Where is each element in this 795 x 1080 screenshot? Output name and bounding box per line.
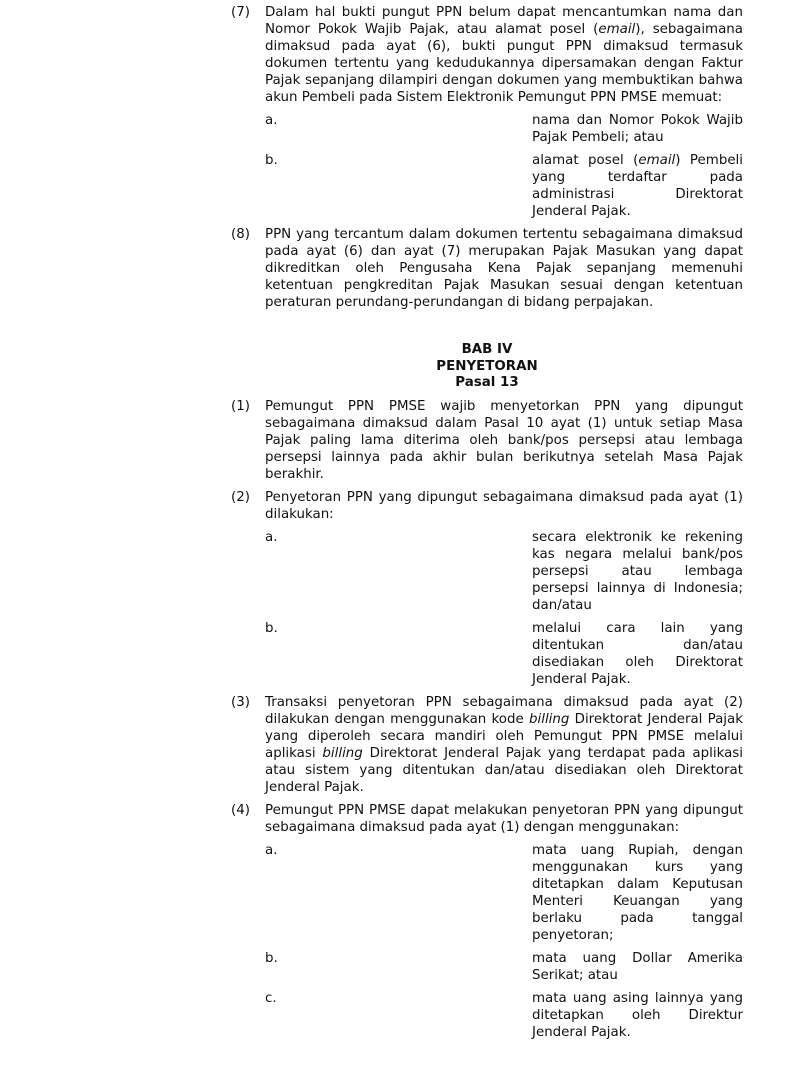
italic-term: email xyxy=(638,153,676,168)
italic-term: email xyxy=(598,22,636,37)
sub-item-letter: a. xyxy=(265,113,278,128)
text-segment: Dalam hal bukti pungut PPN belum dapat mencantumkan nama dan Nomor Pokok Wajib Pajak, atau alamat posel ( xyxy=(265,5,743,37)
ayat-text xyxy=(265,694,743,796)
ayat-body xyxy=(265,489,743,688)
sub-item-letter: a. xyxy=(265,529,278,545)
sub-item-text xyxy=(532,950,743,984)
sub-item-letter: c. xyxy=(265,990,277,1006)
italic-term: billing xyxy=(529,711,570,727)
sub-item-text xyxy=(532,842,743,944)
text-segment: melalui cara lain yang ditentukan dan/atau disediakan oleh Direktorat Jenderal Pajak. xyxy=(532,620,743,687)
text-segment: ), sebagaimana dimaksud pada ayat (6), bukti pungut PPN dimaksud termasuk dokumen tertentu yang kedudukannya dipersamakan dengan Faktur Pajak sepanjang dilampiri dengan dokumen yang membuktikan bahwa akun Pembeli pada Sistem Elektronik Pemungut PPN PMSE memuat: xyxy=(265,22,743,105)
text-segment: PPN yang tercantum dalam dokumen tertentu sebagaimana dimaksud pada ayat (6) dan ayat (7) merupakan Pajak Masukan yang dapat dikreditkan oleh Pengusaha Kena Pajak sepanjang memenuhi ketentuan pengkreditan Pajak Masukan sesuai dengan ketentuan peraturan perundang-perundangan di bidang perpajakan. xyxy=(265,227,743,310)
text-segment: ) Pembeli yang terdaftar pada administrasi Direktorat Jenderal Pajak. xyxy=(532,153,743,219)
sub-item-letter: b. xyxy=(265,950,278,966)
text-segment: Transaksi penyetoran PPN sebagaimana dimaksud pada ayat (2) dilakukan dengan menggunakan kode xyxy=(265,694,743,727)
sub-item xyxy=(265,529,743,614)
chapter-heading xyxy=(231,342,743,392)
text-segment: mata uang asing lainnya yang ditetapkan oleh Direktur Jenderal Pajak. xyxy=(532,990,743,1040)
text-segment: Penyetoran PPN yang dipungut sebagaimana dimaksud pada ayat (1) dilakukan: xyxy=(265,489,743,522)
text-segment: Direktorat Jenderal Pajak yang diperoleh secara mandiri oleh Pemungut PPN PMSE melalui aplikasi xyxy=(265,711,743,761)
sub-item xyxy=(265,950,743,984)
ayat-paragraph xyxy=(231,398,743,483)
ayat-paragraph xyxy=(231,802,743,1041)
ayat-number: (8) xyxy=(231,227,250,242)
sub-item-text xyxy=(532,529,743,614)
text-segment: Pemungut PPN PMSE dapat melakukan penyetoran PPN yang dipungut sebagaimana dimaksud pada ayat (1) dengan menggunakan: xyxy=(265,802,743,835)
heading-line: PENYETORAN xyxy=(436,358,538,374)
ayat-paragraph xyxy=(231,694,743,796)
ayat-number: (2) xyxy=(231,489,250,505)
ayat-number: (1) xyxy=(231,398,250,414)
ayat-body xyxy=(265,694,743,796)
ayat-number: (3) xyxy=(231,694,250,710)
sub-item-letter: b. xyxy=(265,620,278,636)
ayat-number: (7) xyxy=(231,5,250,20)
sub-item-text xyxy=(532,990,743,1041)
sub-item xyxy=(265,152,743,220)
text-segment: secara elektronik ke rekening kas negara melalui bank/pos persepsi atau lembaga persepsi lainnya di Indonesia; dan/atau xyxy=(532,529,743,613)
ayat-body xyxy=(265,398,743,483)
ayat-body xyxy=(265,226,743,311)
ayat-paragraph xyxy=(231,226,743,311)
text-segment: mata uang Rupiah, dengan menggunakan kurs yang ditetapkan dalam Keputusan Menteri Keuangan yang berlaku pada tanggal penyetoran; xyxy=(532,842,743,943)
ayat-paragraph xyxy=(231,4,743,220)
sub-item-letter: a. xyxy=(265,842,278,858)
ayat-text xyxy=(265,489,743,523)
ayat-text xyxy=(265,802,743,836)
sub-item xyxy=(265,112,743,146)
sub-item-letter: b. xyxy=(265,153,278,168)
heading-line: Pasal 13 xyxy=(455,375,519,390)
sub-item-text xyxy=(532,112,743,146)
ayat-number: (4) xyxy=(231,802,250,818)
document-page xyxy=(231,4,743,1047)
ayat-text xyxy=(265,4,743,106)
text-segment: mata uang Dollar Amerika Serikat; atau xyxy=(532,950,743,983)
text-segment: Pemungut PPN PMSE wajib menyetorkan PPN yang dipungut sebagaimana dimaksud dalam Pasal 10 ayat (1) untuk setiap Masa Pajak paling lama diterima oleh bank/pos persepsi atau lembaga persepsi lainnya pada akhir bulan berikutnya setelah Masa Pajak berakhir. xyxy=(265,398,743,482)
ayat-body xyxy=(265,802,743,1041)
sub-item xyxy=(265,842,743,944)
ayat-text xyxy=(265,226,743,311)
ayat-paragraph xyxy=(231,489,743,688)
sub-item-text xyxy=(532,152,743,220)
ayat-body xyxy=(265,4,743,220)
heading-line: BAB IV xyxy=(461,342,513,357)
sub-item-text xyxy=(532,620,743,688)
text-segment: Direktorat Jenderal Pajak yang terdapat pada aplikasi atau sistem yang ditentukan dan/atau disediakan oleh Direktorat Jenderal Pajak. xyxy=(265,745,743,795)
ayat-text xyxy=(265,398,743,483)
text-segment: nama dan Nomor Pokok Wajib Pajak Pembeli; atau xyxy=(532,113,743,145)
sub-item xyxy=(265,990,743,1041)
text-segment: alamat posel ( xyxy=(532,153,639,168)
sub-item xyxy=(265,620,743,688)
italic-term: billing xyxy=(322,745,363,761)
